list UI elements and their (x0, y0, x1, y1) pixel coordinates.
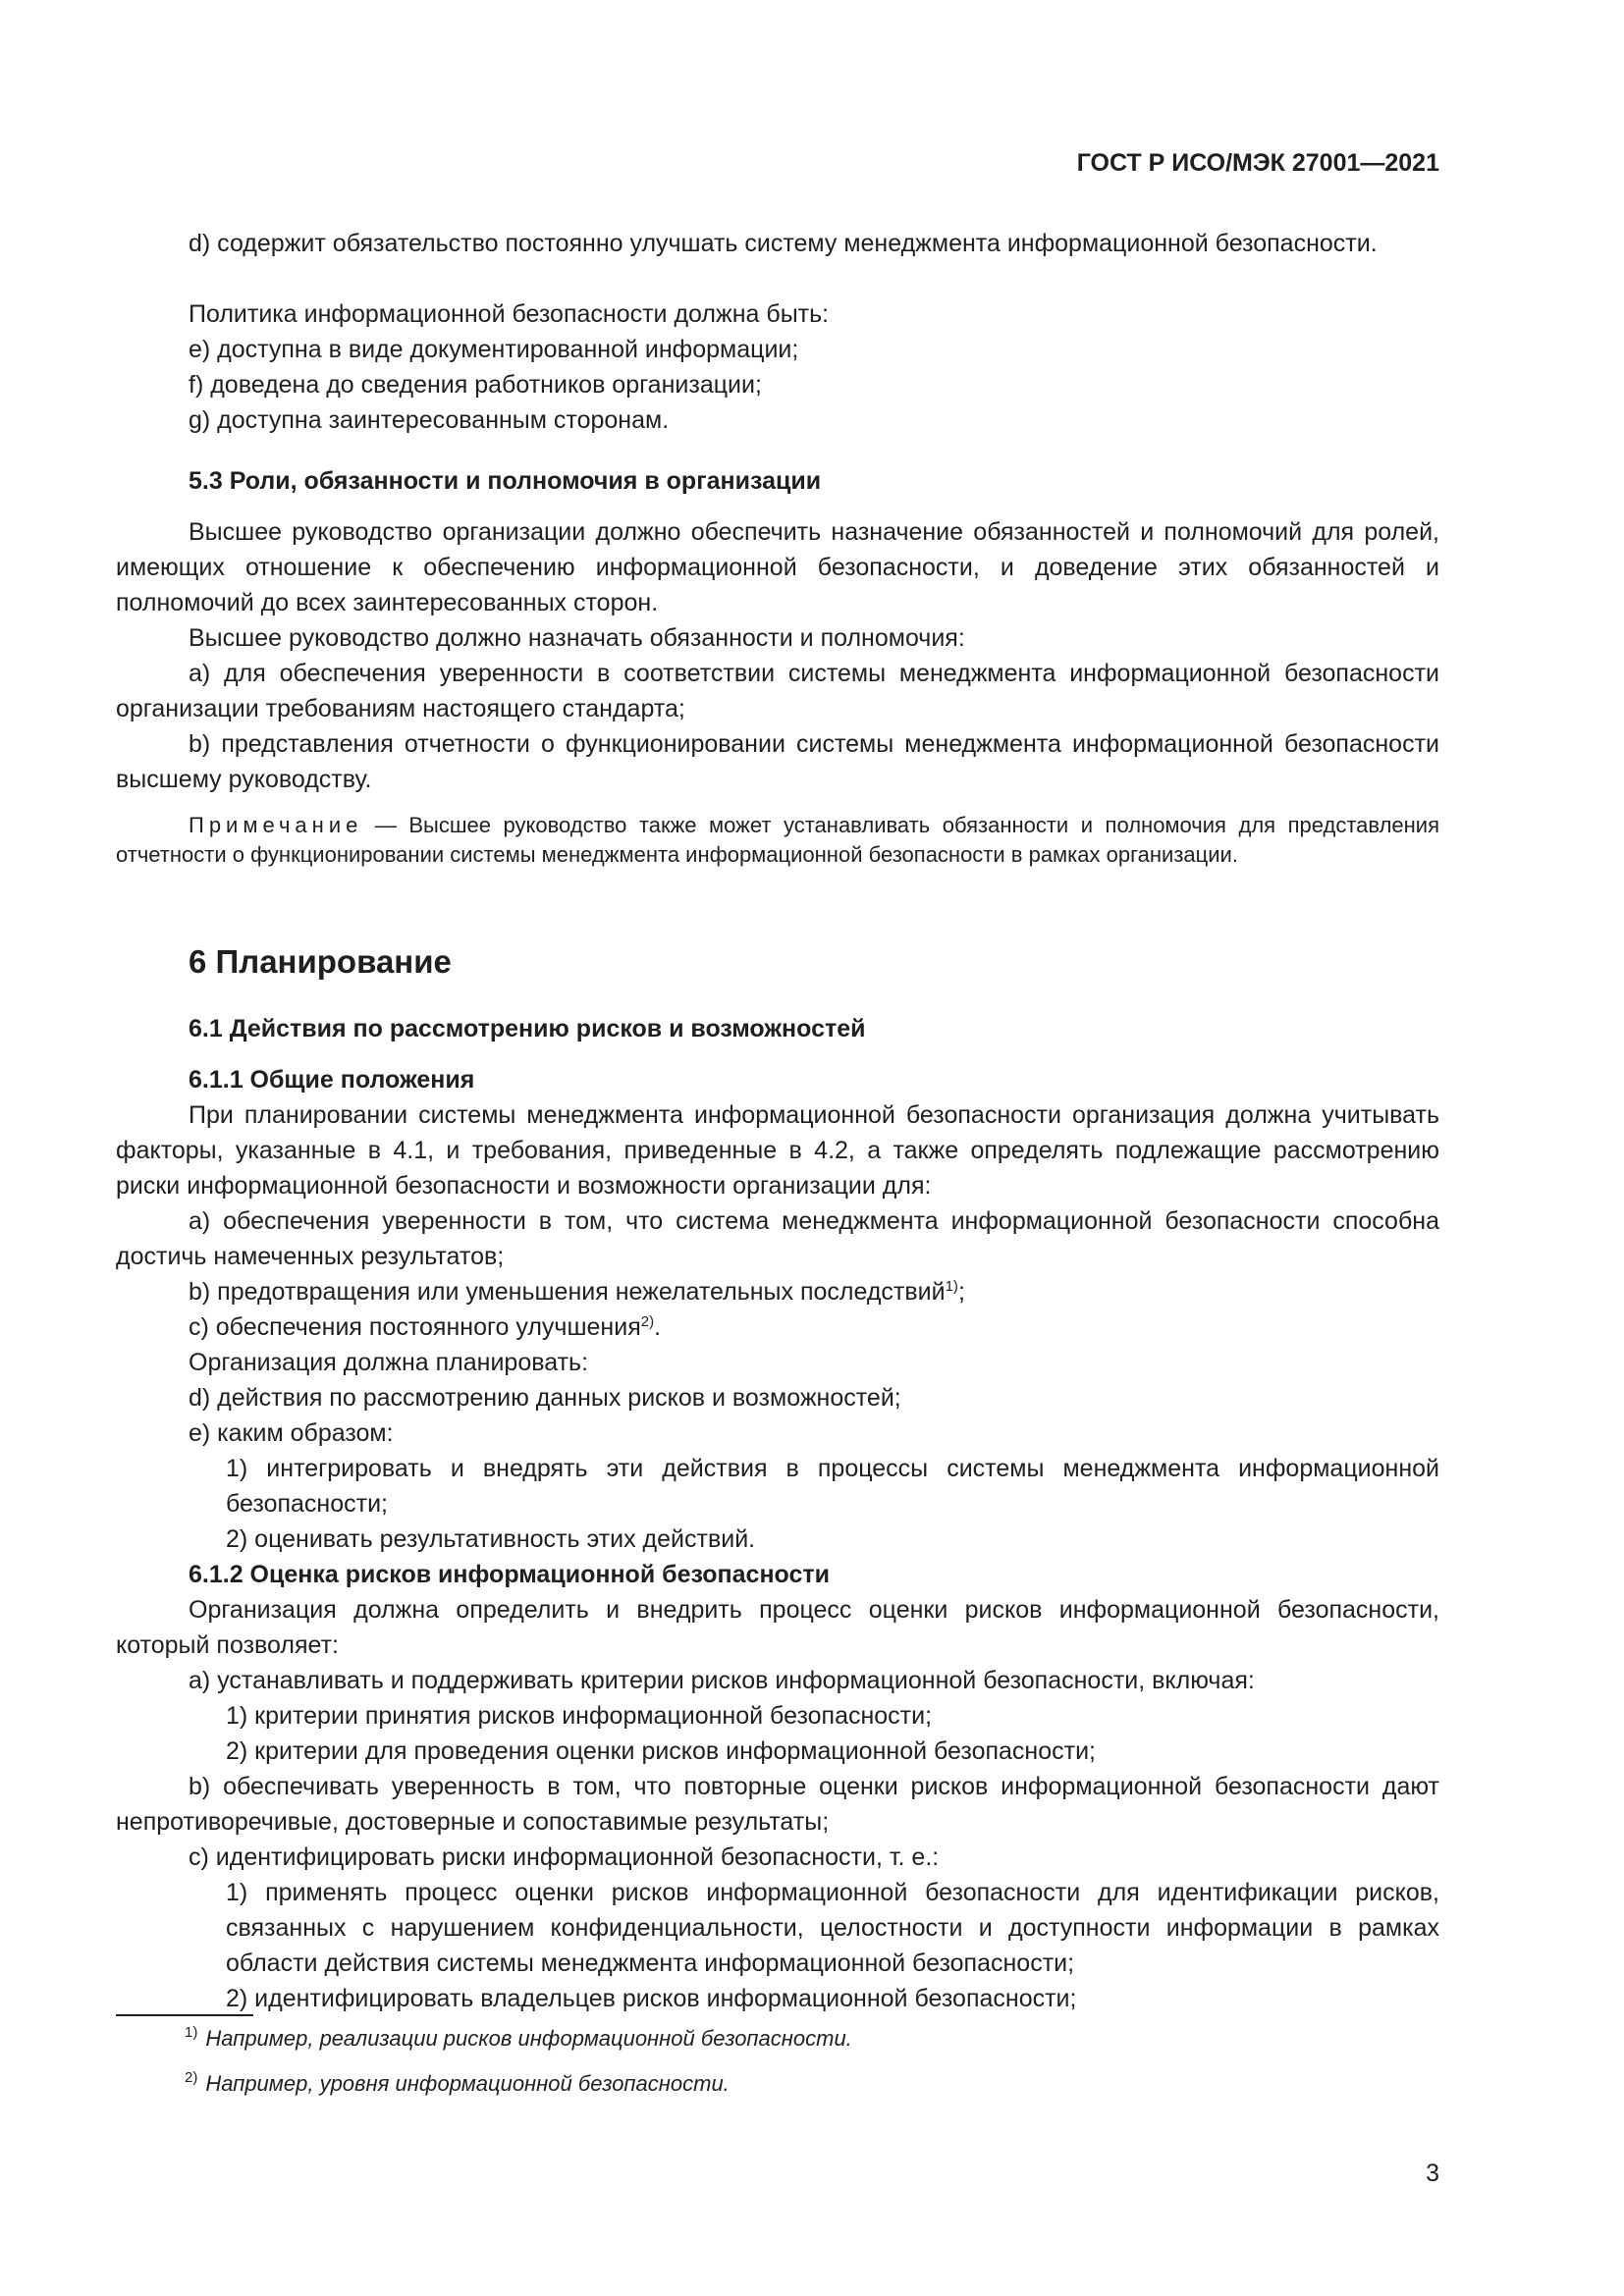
paragraph-6-1-2-c: c) идентифицировать риски информационной безопасности, т. е.: (189, 1843, 940, 1871)
paragraph-6-1-1-b-end: ; (957, 1278, 965, 1306)
list-item-g: g) доступна заинтересованным сторонам. (189, 406, 670, 434)
section-heading-6-1-1: 6.1.1 Общие положения (189, 1066, 475, 1094)
paragraph-6-1-2-c2: 2) идентифицировать владельцев рисков информационной безопасности; (226, 1985, 1077, 2012)
paragraph-6-1-1-a: a) обеспечения уверенности в том, что система менеджмента информационной безопасности способна достичь намеченных результатов; (116, 1207, 1439, 1270)
footnote-2 (185, 2071, 730, 2097)
paragraph-6-1-2-a: a) устанавливать и поддерживать критерии рисков информационной безопасности, включая: (189, 1667, 1255, 1694)
footnote-1 (185, 2026, 852, 2052)
paragraph-6-1-1-1: При планировании системы менеджмента информационной безопасности организация должна учитывать факторы, указанные в 4.1, и требования, приведенные в 4.2, а также определять подлежащие рассмотрению риски информационной безопасности и возможности организации для: (116, 1101, 1439, 1200)
paragraph-5-3-a: a) для обеспечения уверенности в соответствии системы менеджмента информационной безопасности организации требованиям настоящего стандарта; (116, 660, 1439, 722)
section-heading-6-1-2: 6.1.2 Оценка рисков информационной безопасности (189, 1561, 831, 1588)
paragraph-6-1-1-c-text: c) обеспечения постоянного улучшения (189, 1313, 641, 1341)
section-heading-5-3: 5.3 Роли, обязанности и полномочия в организации (189, 467, 822, 495)
section-heading-6: 6 Планирование (189, 943, 452, 980)
paragraph-6-1-1-e1: 1) интегрировать и внедрять эти действия в процессы системы менеджмента информационной безопасности; (226, 1455, 1439, 1518)
footnote-ref-1: 1) (945, 1278, 958, 1295)
footnote-2-text: Например, уровня информационной безопасности. (205, 2071, 730, 2096)
paragraph-6-1-1-b-text: b) предотвращения или уменьшения нежелательных последствий (189, 1278, 946, 1306)
footnote-divider (116, 2014, 253, 2016)
page-number: 3 (1426, 2160, 1439, 2187)
paragraph-6-1-1-e: e) каким образом: (189, 1419, 394, 1447)
note-text: — Высшее руководство также может устанавливать обязанности и полномочия для представления отчетности о функционировании системы менеджмента информационной безопасности в рамках организации. (116, 813, 1439, 867)
document-header: ГОСТ Р ИСО/МЭК 27001—2021 (1076, 149, 1439, 177)
paragraph-6-1-1-e2: 2) оценивать результативность этих действий. (226, 1525, 756, 1553)
paragraph-6-1-2-c1: 1) применять процесс оценки рисков информационной безопасности для идентификации рисков, связанных с нарушением конфиденциальности, целостности и доступности информации в рамках области действия системы менеджмента информационной безопасности; (226, 1879, 1439, 1977)
paragraph-6-1-2-a1: 1) критерии принятия рисков информационной безопасности; (226, 1702, 933, 1730)
paragraph-6-1-2-a2: 2) критерии для проведения оценки рисков информационной безопасности; (226, 1737, 1096, 1765)
paragraph-6-1-1-plan: Организация должна планировать: (189, 1349, 589, 1376)
list-item-e: e) доступна в виде документированной информации; (189, 336, 799, 363)
footnote-1-mark: 1) (185, 2024, 198, 2041)
footnote-1-text: Например, реализации рисков информационной безопасности. (205, 2026, 852, 2051)
footnote-ref-2: 2) (640, 1313, 655, 1330)
paragraph-d-commitment: d) содержит обязательство постоянно улучшать систему менеджмента информационной безопасности. (189, 230, 1378, 257)
paragraph-5-3-2: Высшее руководство должно назначать обязанности и полномочия: (189, 624, 965, 652)
note-label: Примечание (189, 813, 363, 837)
paragraph-5-3-1: Высшее руководство организации должно обеспечить назначение обязанностей и полномочий для ролей, имеющих отношение к обеспечению информационной безопасности, и доведение этих обязанностей и полномочий до всех заинтересованных сторон. (116, 518, 1439, 616)
paragraph-6-1-1-d: d) действия по рассмотрению данных рисков и возможностей; (189, 1384, 901, 1412)
note-paragraph (116, 811, 1439, 870)
footnote-2-mark: 2) (185, 2069, 198, 2086)
paragraph-6-1-2-b: b) обеспечивать уверенность в том, что повторные оценки рисков информационной безопасности дают непротиворечивые, достоверные и сопоставимые результаты; (116, 1773, 1439, 1836)
paragraph-5-3-b: b) представления отчетности о функционировании системы менеджмента информационной безопасности высшему руководству. (116, 730, 1439, 793)
paragraph-6-1-1-b (116, 1274, 1439, 1309)
section-heading-6-1: 6.1 Действия по рассмотрению рисков и возможностей (189, 1015, 866, 1042)
paragraph-policy-intro: Политика информационной безопасности должна быть: (189, 300, 830, 328)
paragraph-6-1-2-1: Организация должна определить и внедрить процесс оценки рисков информационной безопасности, который позволяет: (116, 1596, 1439, 1659)
list-item-f: f) доведена до сведения работников организации; (189, 371, 762, 399)
paragraph-6-1-1-c-end: . (654, 1313, 662, 1341)
paragraph-6-1-1-c (116, 1309, 1439, 1345)
